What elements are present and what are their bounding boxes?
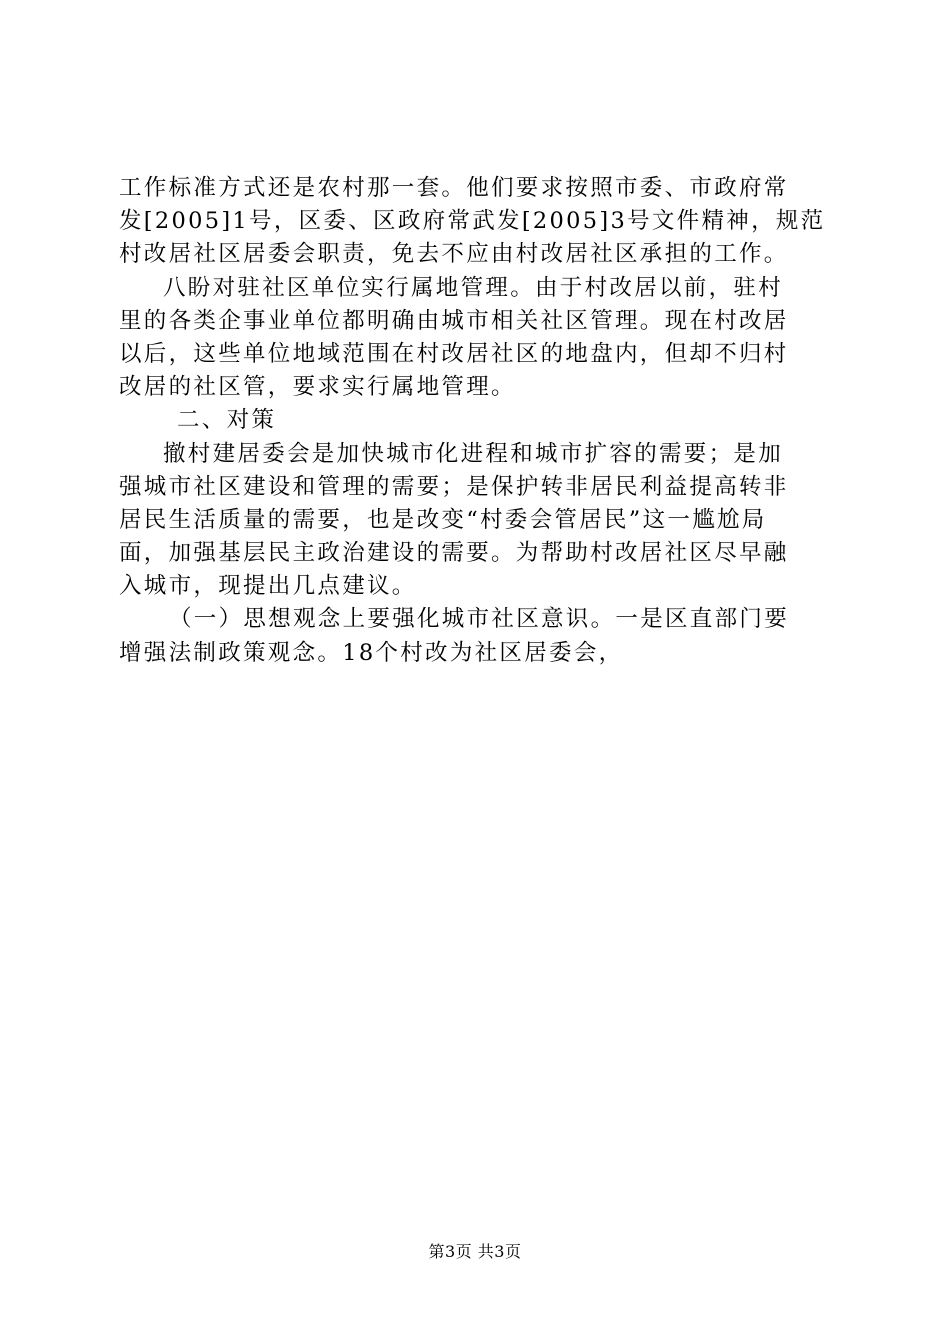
text-line: 入城市，现提出几点建议。	[119, 573, 417, 600]
text-line: 工作标准方式还是农村那一套。他们要求按照市委、市政府常	[119, 175, 789, 201]
text-line: 里的各类企事业单位都明确由城市相关社区管理。现在村改居	[119, 307, 789, 334]
paragraph-first-line: （一）思想观念上要强化城市社区意识。一是区直部门要	[169, 606, 790, 633]
document-body	[119, 172, 835, 670]
section-heading: 二、对策	[177, 407, 277, 434]
page-footer: 第3页 共3页	[428, 1242, 522, 1261]
text-line: 增强法制政策观念。18个村改为社区居委会，	[119, 639, 624, 666]
paragraph-first-line: 撤村建居委会是加快城市化进程和城市扩容的需要；是加	[163, 440, 784, 467]
text-line: 改居的社区管，要求实行属地管理。	[119, 374, 516, 401]
paragraph-first-line: 八盼对驻社区单位实行属地管理。由于村改居以前，驻村	[163, 274, 784, 301]
text-line: 面，加强基层民主政治建设的需要。为帮助村改居社区尽早融	[119, 540, 789, 567]
text-line: 以后，这些单位地域范围在村改居社区的地盘内，但却不归村	[119, 340, 789, 367]
text-line: 居民生活质量的需要，也是改变“村委会管居民”这一尴尬局	[119, 506, 767, 533]
text-line: 发[2005]1号，区委、区政府常武发[2005]3号文件精神，规范	[119, 208, 826, 235]
text-line: 强城市社区建设和管理的需要；是保护转非居民利益提高转非	[119, 473, 789, 500]
text-line: 村改居社区居委会职责，免去不应由村改居社区承担的工作。	[119, 241, 789, 268]
